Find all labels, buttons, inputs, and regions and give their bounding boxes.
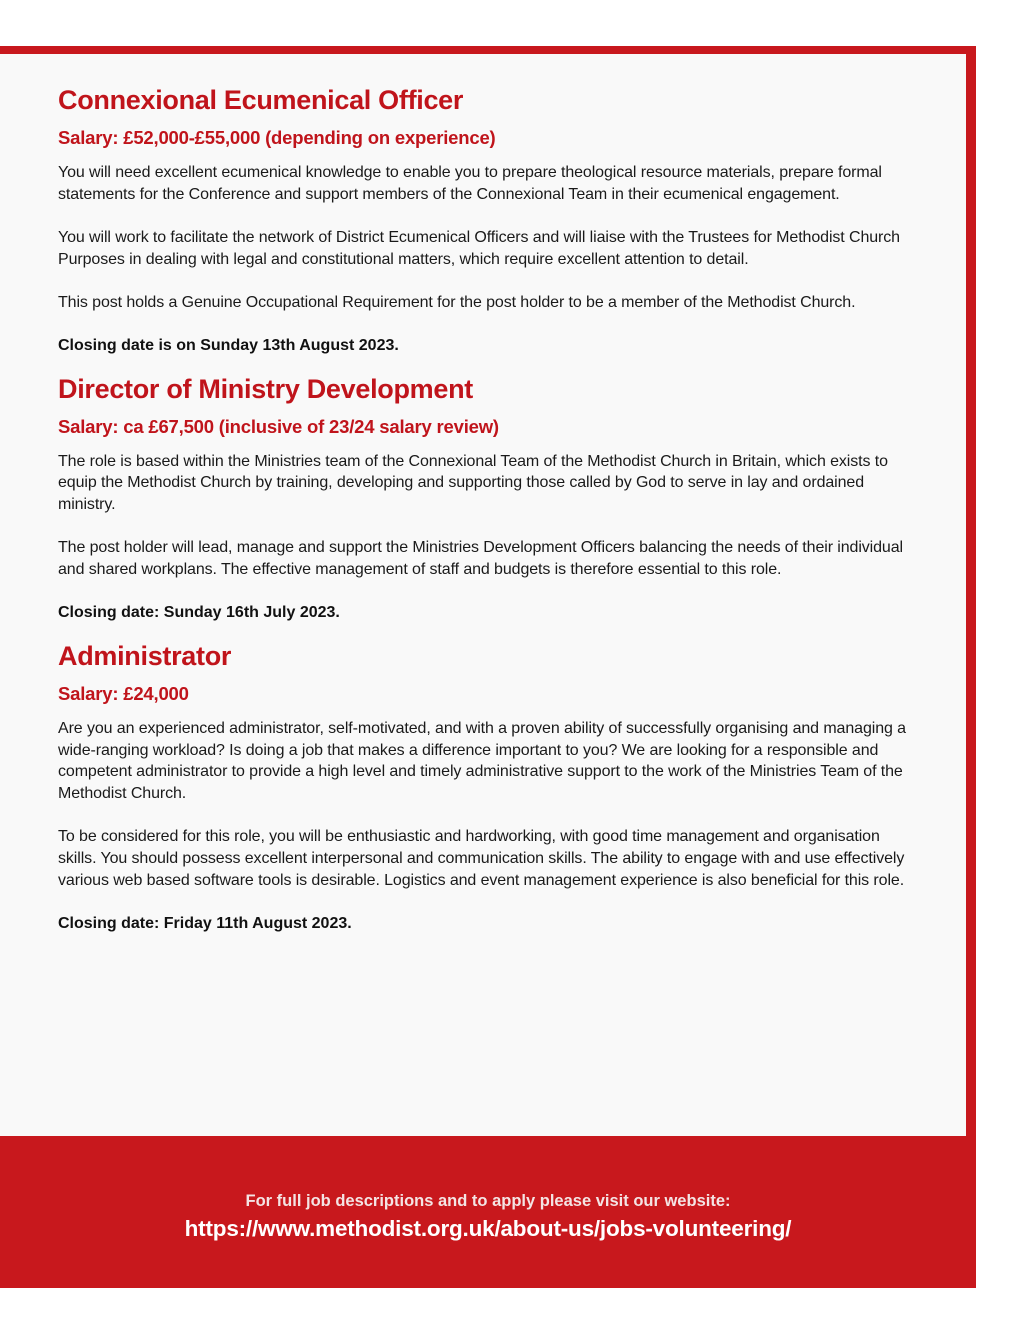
job-administrator [58, 640, 920, 935]
job-description: You will work to facilitate the network of District Ecumenical Officers and will liaise with the Trustees for Methodist Church Purposes in dealing with legal and constitutional matters, which require excellent attention to detail. [58, 228, 900, 268]
footer-banner [0, 1190, 976, 1244]
job-description: Are you an experienced administrator, self-motivated, and with a proven ability of successfully organising and managing a wide-ranging workload? Is doing a job that makes a difference important to you? We are looking for a responsible and competent administrator to provide a high level and timely administrative support to the work of the Ministries Team of the Methodist Church. [58, 719, 906, 803]
closing-date: Closing date is on Sunday 13th August 2023. [58, 337, 399, 355]
job-description: This post holds a Genuine Occupational Requirement for the post holder to be a member of the Methodist Church. [58, 293, 856, 311]
closing-date: Closing date: Friday 11th August 2023. [58, 914, 352, 932]
job-description: The role is based within the Ministries team of the Connexional Team of the Methodist Church in Britain, which exists to equip the Methodist Church by training, developing and supporting those called by God to serve in lay and ordained ministry. [58, 452, 888, 514]
job-description: The post holder will lead, manage and support the Ministries Development Officers balancing the needs of their individual and shared workplans. The effective management of staff and budgets is therefore essential to this role. [58, 539, 903, 579]
job-description: To be considered for this role, you will be enthusiastic and hardworking, with good time management and organisation skills. You should possess excellent interpersonal and communication skills. The ability to engage with and use effectively various web based software tools is desirable. Logistics and event management experience is also beneficial for this role. [58, 828, 905, 889]
website-link[interactable]: https://www.methodist.org.uk/about-us/jobs-volunteering/ [184, 1216, 792, 1241]
footer-intro: For full job descriptions and to apply please visit our website: [245, 1192, 731, 1210]
job-title: Administrator [58, 640, 232, 671]
job-salary: Salary: ca £67,500 (inclusive of 23/24 salary review) [58, 415, 499, 437]
job-ecumenical-officer [58, 84, 920, 357]
job-ministry-director [58, 373, 920, 624]
job-salary: Salary: £52,000-£55,000 (depending on experience) [58, 127, 496, 148]
closing-date: Closing date: Sunday 16th July 2023. [58, 604, 340, 622]
job-listings [58, 84, 920, 935]
job-title: Director of Ministry Development [58, 373, 473, 404]
job-salary: Salary: £24,000 [58, 682, 189, 704]
job-title: Connexional Ecumenical Officer [58, 85, 464, 115]
job-description: You will need excellent ecumenical knowledge to enable you to prepare theological resource materials, prepare formal statements for the Conference and support members of the Connexional Team in their ecumenical engagement. [58, 164, 882, 203]
